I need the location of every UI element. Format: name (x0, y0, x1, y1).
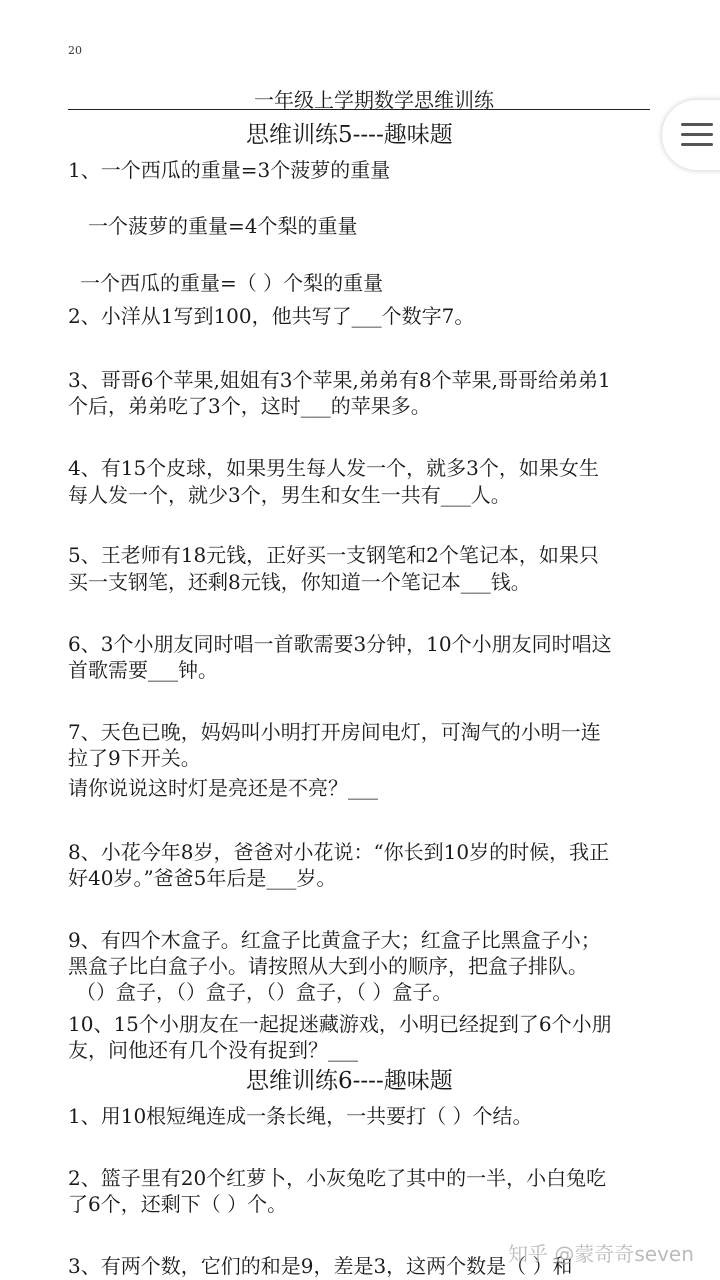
question-line: 拉了9下开关。 (68, 746, 201, 770)
question-line: 9、有四个木盒子。红盒子比黄盒子大；红盒子比黑盒子小； (68, 928, 601, 952)
question-line: 5、王老师有18元钱，正好买一支钢笔和2个笔记本，如果只 (68, 543, 599, 567)
question-line: 友，问他还有几个没有捉到？___ (68, 1038, 358, 1062)
watermark: 知乎 @蒙奇奇seven (508, 1242, 694, 1266)
question-line: 3、有两个数，它们的和是9，差是3，这两个数是（ ）和 (68, 1254, 573, 1278)
question-line: 首歌需要___钟。 (68, 658, 218, 682)
question-line: 1、用10根短绳连成一条长绳，一共要打（ ）个结。 (68, 1104, 533, 1128)
header-title: 一年级上学期数学思维训练 (254, 88, 494, 112)
section-title-5: 思维训练5----趣味题 (246, 122, 453, 148)
menu-button[interactable] (662, 100, 720, 170)
question-line: 一个菠萝的重量=4个梨的重量 (88, 214, 358, 238)
question-line: 2、小洋从1写到100，他共写了___个数字7。 (68, 304, 475, 328)
page-number: 20 (68, 44, 82, 57)
question-line: 每人发一个，就少3个，男生和女生一共有___人。 (68, 483, 511, 507)
question-line: 好40岁。”爸爸5年后是___岁。 (68, 866, 337, 890)
question-line: 了6个，还剩下（ ）个。 (68, 1192, 288, 1216)
section-title-6: 思维训练6----趣味题 (246, 1068, 453, 1094)
question-line: 4、有15个皮球，如果男生每人发一个，就多3个，如果女生 (68, 456, 599, 480)
question-line: 请你说说这时灯是亮还是不亮？___ (68, 776, 378, 800)
question-line: 10、15个小朋友在一起捉迷藏游戏，小明已经捉到了6个小朋 (68, 1012, 612, 1036)
question-line: 黑盒子比白盒子小。请按照从大到小的顺序，把盒子排队。 (68, 954, 588, 978)
question-line: 买一支钢笔，还剩8元钱，你知道一个笔记本___钱。 (68, 570, 531, 594)
question-line: 7、天色已晚，妈妈叫小明打开房间电灯，可淘气的小明一连 (68, 720, 601, 744)
question-line: 3、哥哥6个苹果,姐姐有3个苹果,弟弟有8个苹果,哥哥给弟弟1 (68, 368, 611, 392)
question-line: 个后，弟弟吃了3个，这时___的苹果多。 (68, 394, 431, 418)
question-line: 一个西瓜的重量=（ ）个梨的重量 (80, 271, 384, 295)
question-line: （）盒子，（）盒子，（）盒子，（ ）盒子。 (76, 980, 453, 1004)
question-line: 8、小花今年8岁，爸爸对小花说：“你长到10岁的时候，我正 (68, 840, 610, 864)
question-line: 2、篮子里有20个红萝卜，小灰兔吃了其中的一半，小白兔吃 (68, 1166, 607, 1190)
header-rule (68, 109, 650, 110)
question-line: 1、一个西瓜的重量=3个菠萝的重量 (68, 158, 391, 182)
question-line: 6、3个小朋友同时唱一首歌需要3分钟，10个小朋友同时唱这 (68, 632, 612, 656)
